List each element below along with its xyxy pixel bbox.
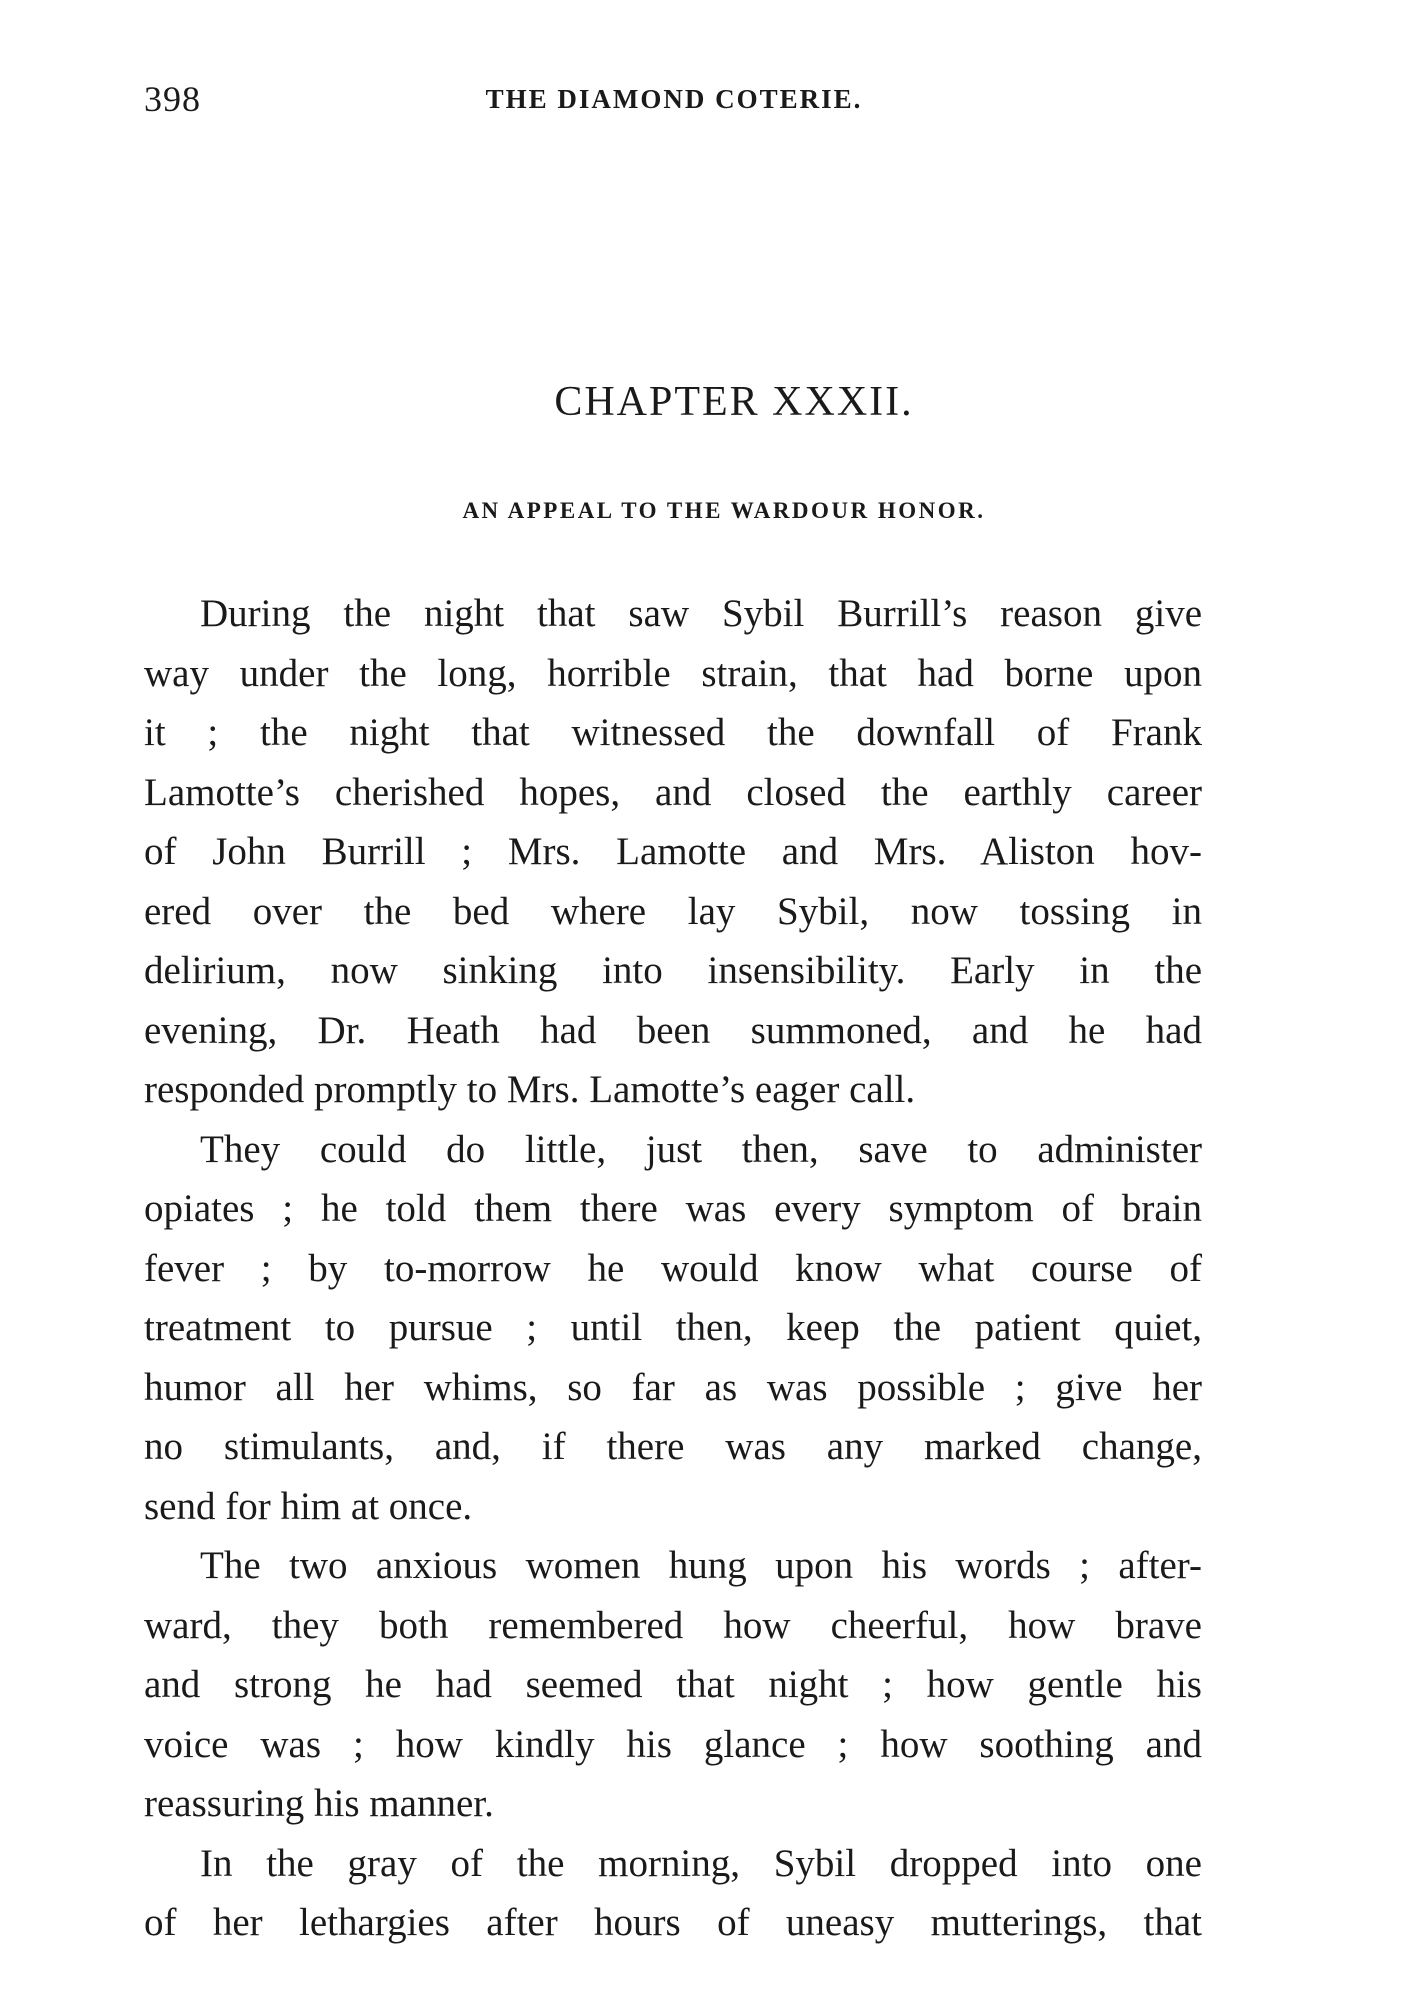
text-line: and strong he had seemed that night ; how gentle his — [144, 1663, 1202, 1706]
paragraph-1 — [144, 584, 1202, 1120]
paragraph-2 — [144, 1120, 1202, 1537]
text-line: no stimulants, and, if there was any marked change, — [144, 1425, 1202, 1468]
text-line: fever ; by to-morrow he would know what course of — [144, 1246, 1202, 1290]
text-line: voice was ; how kindly his glance ; how soothing and — [144, 1722, 1202, 1766]
text-line: send for him at once. — [144, 1484, 473, 1528]
page-number: 398 — [144, 79, 201, 119]
chapter-heading: CHAPTER XXXII. — [554, 379, 914, 425]
text-line: humor all her whims, so far as was possible ; give her — [144, 1365, 1202, 1409]
running-head — [144, 78, 1204, 118]
text-line: opiates ; he told them there was every symptom of brain — [144, 1187, 1202, 1230]
running-title: THE DIAMOND COTERIE. — [485, 84, 863, 114]
text-line: delirium, now sinking into insensibility. Early in the — [144, 949, 1202, 992]
text-line: way under the long, horrible strain, that had borne upon — [144, 651, 1202, 695]
text-line: Lamotte’s cherished hopes, and closed the earthly career — [144, 770, 1202, 814]
text-line: During the night that saw Sybil Burrill’s reason give — [200, 592, 1202, 635]
text-line: of her lethargies after hours of uneasy mutterings, that — [144, 1901, 1202, 1944]
text-line: In the gray of the morning, Sybil dropped into one — [200, 1841, 1202, 1885]
text-line: responded promptly to Mrs. Lamotte’s eager call. — [144, 1068, 916, 1111]
text-line: reassuring his manner. — [144, 1782, 494, 1825]
text-line: of John Burrill ; Mrs. Lamotte and Mrs. Aliston hov- — [144, 830, 1202, 873]
body-text — [144, 584, 1202, 1953]
text-line: They could do little, just then, save to administer — [200, 1127, 1202, 1171]
text-line: treatment to pursue ; until then, keep the patient quiet, — [144, 1306, 1202, 1349]
chapter-subtitle: AN APPEAL TO THE WARDOUR HONOR. — [462, 498, 986, 523]
text-line: evening, Dr. Heath had been summoned, and he had — [144, 1008, 1202, 1052]
text-line: ward, they both remembered how cheerful, how brave — [144, 1603, 1202, 1647]
text-line: ered over the bed where lay Sybil, now tossing in — [144, 889, 1202, 933]
paragraph-3 — [144, 1536, 1202, 1834]
text-line: it ; the night that witnessed the downfall of Frank — [144, 711, 1202, 754]
paragraph-4 — [144, 1834, 1202, 1953]
text-line: The two anxious women hung upon his words ; after- — [200, 1544, 1202, 1587]
